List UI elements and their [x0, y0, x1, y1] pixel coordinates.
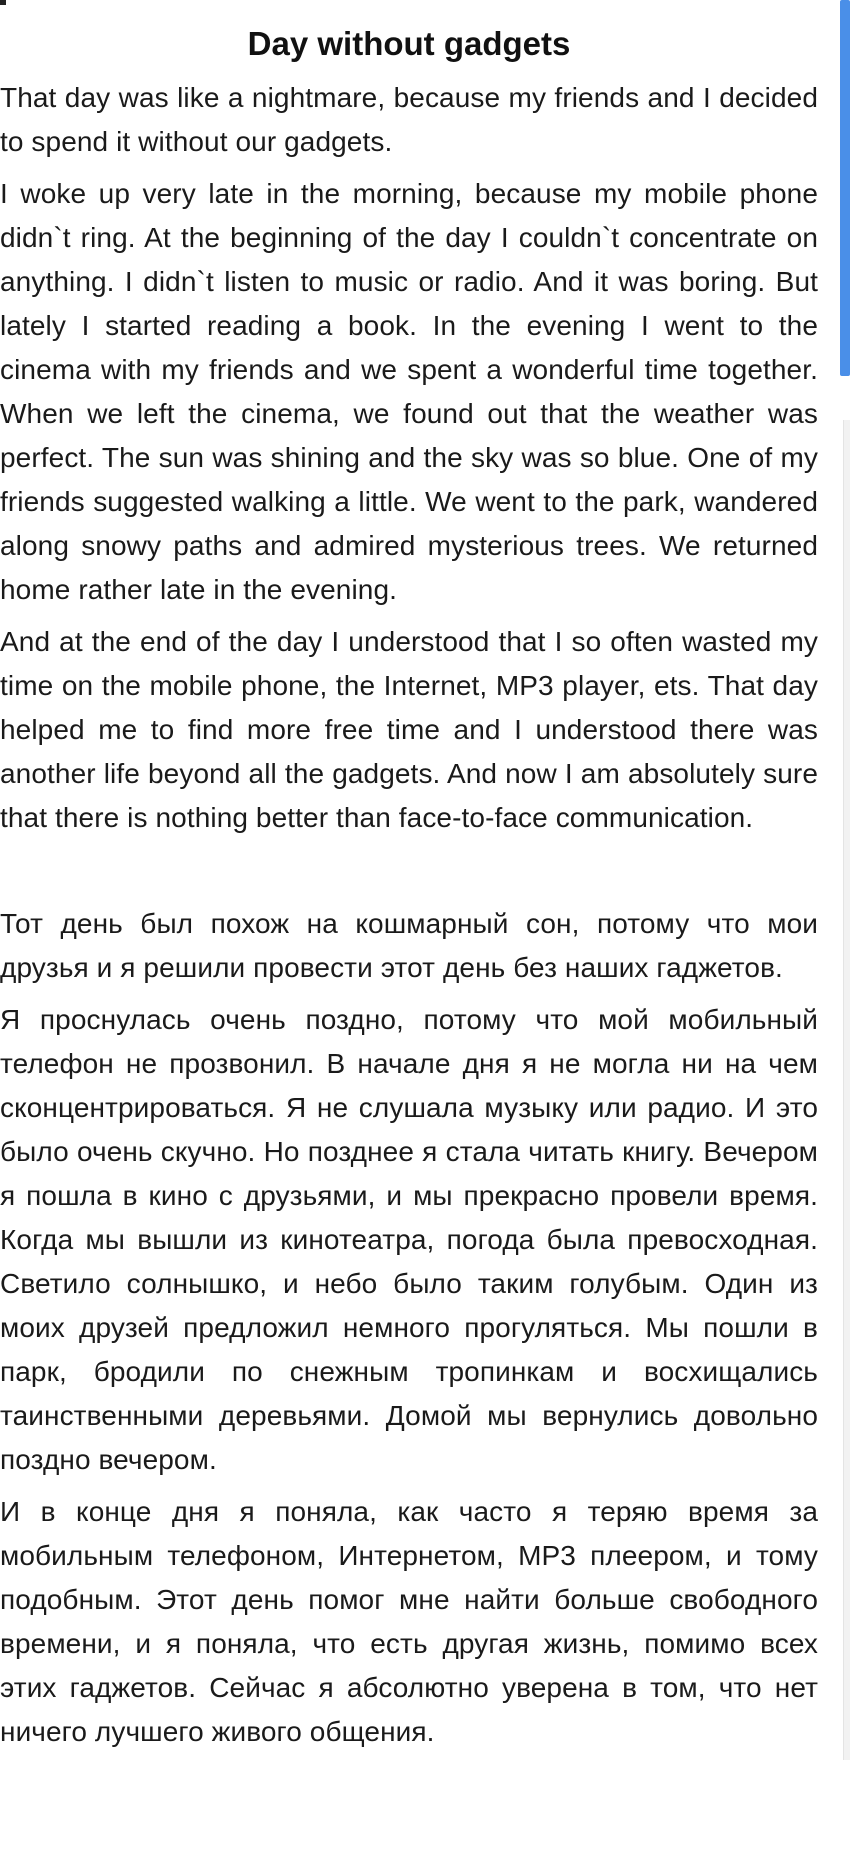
- english-text: [0, 76, 818, 840]
- russian-paragraph-3: И в конце дня я поняла, как часто я теряю время за мобильным телефоном, Интернетом, MP3 плеером, и тому подобным. Этот день помог мне найти больше свободного времени, и я поняла, что есть другая жизнь, помимо всех этих гаджетов. Сейчас я абсолютно уверена в том, что нет ничего лучшего живого общения.: [0, 1496, 818, 1747]
- scrollbar-gutter: [843, 420, 850, 1760]
- english-paragraph-3: And at the end of the day I understood that I so often wasted my time on the mobile phone, the Internet, MP3 player, ets. That day helped me to find more free time and I understood there was another life beyond all the gadgets. And now I am absolutely sure that there is nothing better than face-to-face communication.: [0, 626, 818, 833]
- document-title: Day without gadgets: [247, 25, 571, 62]
- scrollbar-thumb[interactable]: [840, 0, 850, 376]
- english-paragraph-2: I woke up very late in the morning, because my mobile phone didn`t ring. At the beginning of the day I couldn`t concentrate on anything. I didn`t listen to music or radio. And it was boring. But lately I started reading a book. In the evening I went to the cinema with my friends and we spent a wonderful time together. When we left the cinema, we found out that the weather was perfect. The sun was shining and the sky was so blue. One of my friends suggested walking a little. We went to the park, wandered along snowy paths and admired mysterious trees. We returned home rather late in the evening.: [0, 178, 818, 605]
- section-spacer: [0, 848, 818, 902]
- english-paragraph-1: That day was like a nightmare, because my friends and I decided to spend it without our gadgets.: [0, 82, 818, 157]
- russian-paragraph-1: Тот день был похож на кошмарный сон, потому что мои друзья и я решили провести этот день без наших гаджетов.: [0, 908, 818, 983]
- russian-text: [0, 902, 818, 1754]
- russian-paragraph-2: Я проснулась очень поздно, потому что мой мобильный телефон не прозвонил. В начале дня я не могла ни на чем сконцентрироваться. Я не слушала музыку или радио. И это было очень скучно. Но позднее я стала читать книгу. Вечером я пошла в кино с друзьями, и мы прекрасно провели время. Когда мы вышли из кинотеатра, погода была превосходная. Светило солнышко, и небо было таким голубым. Один из моих друзей предложил немного прогуляться. Мы пошли в парк, бродили по снежным тропинкам и восхищались таинственными деревьями. Домой мы вернулись довольно поздно вечером.: [0, 1004, 818, 1475]
